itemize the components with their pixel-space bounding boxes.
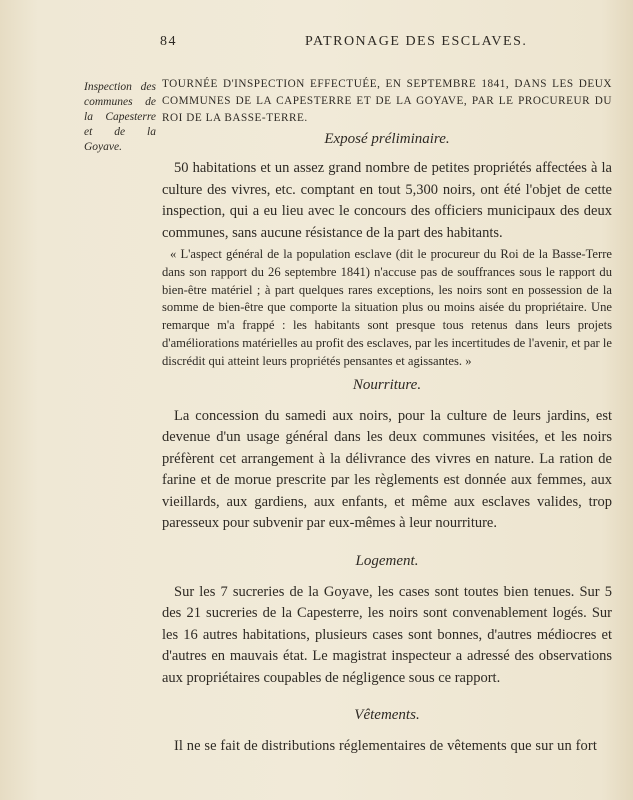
running-head [0, 34, 633, 54]
page-number: 84 [160, 34, 177, 49]
main-text [162, 76, 612, 758]
quote-procureur: « L'aspect général de la population esclave (dit le procureur du Roi de la Basse-Terre dans son rapport du 26 septembre 1841) n'accuse pas de souffrances sous le rapport du bien-être matériel ; à part quelques rares exceptions, les noirs sont en possession de la somme de bien-être que comporte la situation plus ou moins aisée du propriétaire. Une remarque m'a frappé : les habitants sont presque tous retenus dans leurs projets d'améliorations matérielles au profit des esclaves, par les incertitudes de l'avenir, et par le discrédit qui atteint leurs propriétés pensantes et agissantes. » [162, 247, 612, 368]
section-title-expose: Exposé préliminaire. [324, 131, 450, 147]
paragraph-vetements: Il ne se fait de distributions réglementaires de vêtements que sur un fort [174, 738, 597, 755]
paragraph-nourriture: La concession du samedi aux noirs, pour la culture de leurs jardins, est devenue d'un usage général dans les deux communes visitées, et les noirs préfèrent cet arrangement à la délivrance des vivres en nature. La ration de farine et de morue prescrite par les règlements est donnée aux femmes, aux vieillards, aux gardiens, aux enfants, et même aux esclaves valides, trop paresseux pour subvenir par eux-mêmes à leur nourriture. [162, 407, 612, 532]
margin-note: Inspection des communes de la Capesterre et de la Goyave. [84, 81, 156, 153]
section-title-nourriture: Nourriture. [352, 376, 422, 393]
running-title: PATRONAGE DES ESCLAVES. [305, 34, 528, 49]
paragraph-logement: Sur les 7 sucreries de la Goyave, les cases sont toutes bien tenues. Sur 5 des 21 sucreries de la Capesterre, les noirs sont convenablement logés. Sur les 16 autres habitations, plusieurs cases sont bonnes, d'autres médiocres et d'autres en mauvais état. Le magistrat inspecteur a adressé des observations aux propriétaires coupables de négligence sous ce rapport. [162, 583, 612, 686]
section-title-vetements: Vêtements. [354, 707, 420, 724]
paragraph-expose: 50 habitations et un assez grand nombre de petites propriétés affectées à la culture des vivres, etc. comptant en tout 5,300 noirs, ont été l'objet de cette inspection, qui a eu lieu avec le concours des officiers municipaux des deux communes, sans aucune résistance de la part des habitants. [162, 160, 612, 241]
report-heading: TOURNÉE D'INSPECTION EFFECTUÉE, EN SEPTEMBRE 1841, DANS LES DEUX COMMUNES DE LA CAPESTERRE ET DE LA GOYAVE, PAR LE PROCUREUR DU ROI DE LA BASSE-TERRE. [162, 78, 612, 124]
section-title-logement: Logement. [355, 552, 419, 569]
